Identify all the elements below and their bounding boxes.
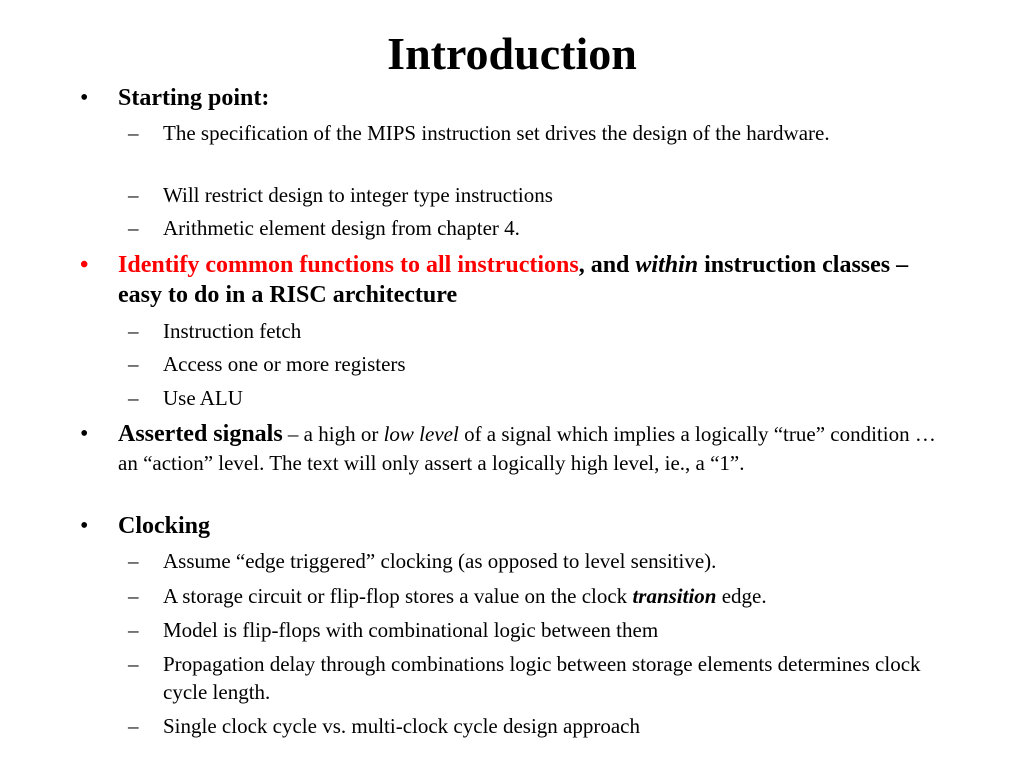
bullet-rest-text: instruction classes – easy to do in a RISC architecture (118, 252, 909, 308)
sub-item-text: Use ALU (163, 386, 243, 410)
sub-item (128, 181, 928, 209)
bullet-marker: • (80, 85, 89, 111)
dash-marker: – (128, 584, 139, 608)
dash-marker: – (128, 549, 139, 573)
sub-item-text (163, 582, 928, 610)
dash-marker: – (128, 618, 139, 642)
dash-marker: – (128, 216, 139, 240)
bullet-common-functions (80, 250, 940, 310)
bullet-text: Clocking (118, 513, 211, 539)
sub-item (128, 350, 928, 378)
sub-item-text: Single clock cycle vs. multi-clock cycle design approach (163, 714, 641, 738)
emphasis-low-level: low level (383, 422, 459, 446)
bullet-text (118, 420, 940, 478)
bullet-text: Starting point: (118, 85, 270, 111)
bullet-starting-point (80, 83, 940, 113)
sub-item (128, 214, 928, 242)
sub-item (128, 582, 928, 610)
sub-item-text: Assume “edge triggered” clocking (as opposed to level sensitive). (163, 549, 717, 573)
bullet-asserted-signals (80, 420, 940, 478)
sub-item-text: Propagation delay through combinations logic between storage elements determines clock cycle length. (163, 652, 921, 704)
sub-item-post: edge. (716, 584, 767, 608)
sub-item (128, 650, 928, 706)
bullet-marker: • (80, 421, 89, 447)
sub-item-pre: A storage circuit or flip-flop stores a value on the clock (163, 584, 633, 608)
sub-item-text: Arithmetic element design from chapter 4. (163, 216, 520, 240)
bullet-clocking (80, 511, 940, 541)
bullet-text (118, 250, 940, 310)
highlighted-phrase: Identify common functions to all instructions (118, 252, 579, 278)
sub-item-text: The specification of the MIPS instruction set drives the design of the hardware. (163, 121, 830, 145)
dash-marker: – (128, 319, 139, 343)
dash-marker: – (128, 121, 139, 145)
sub-item (128, 547, 928, 575)
dash-marker: – (128, 352, 139, 376)
dash-marker: – (128, 183, 139, 207)
dash-marker: – (128, 714, 139, 738)
bullet-marker: • (80, 513, 89, 539)
slide-title: Introduction (387, 28, 637, 79)
definition-post: of a signal which implies a logically “true” condition … an “action” level. The text will only assert a logically high level, ie., a “1”. (118, 422, 936, 475)
bullet-marker: • (80, 252, 89, 278)
connector-text: , and (578, 252, 636, 278)
term-asserted-signals: Asserted signals (118, 421, 283, 447)
sub-item-text: Instruction fetch (163, 319, 302, 343)
sub-item (128, 384, 928, 412)
sub-item (128, 317, 928, 345)
sub-item-text: Will restrict design to integer type instructions (163, 183, 553, 207)
sub-item-text: Access one or more registers (163, 352, 406, 376)
definition-pre: – a high or (282, 422, 384, 446)
dash-marker: – (128, 386, 139, 410)
sub-item (128, 712, 928, 740)
emphasis-transition: transition (632, 584, 717, 608)
emphasis-within: within (635, 252, 699, 278)
sub-item (128, 119, 928, 147)
dash-marker: – (128, 652, 139, 676)
sub-item-text: Model is flip-flops with combinational logic between them (163, 618, 659, 642)
sub-item (128, 616, 928, 644)
